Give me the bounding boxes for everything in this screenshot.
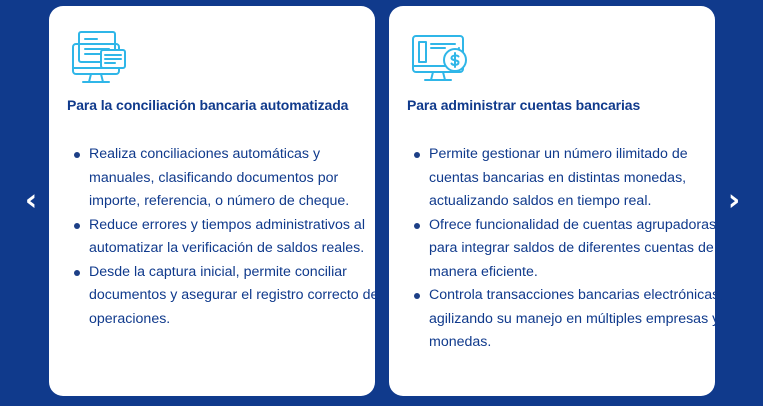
list-item: Realiza conciliaciones automáticas y manuales, clasificando documentos por importe, referencia, o número de cheque. [89, 143, 389, 214]
card-title: Para la conciliación bancaria automatizada [67, 97, 349, 113]
carousel-next-button[interactable] [719, 178, 749, 222]
card-title: Para administrar cuentas bancarias [407, 97, 641, 113]
carousel-prev-button[interactable] [16, 178, 46, 222]
list-item: Reduce errores y tiempos administrativos al automatizar la verificación de saldos reales. [89, 214, 389, 261]
list-item: Controla transacciones bancarias electrónicas, agilizando su manejo en múltiples empresas y monedas. [429, 284, 729, 355]
chevron-left-icon: ‹ [24, 182, 38, 218]
invoice-monitor-icon [71, 30, 131, 86]
feature-card-bank-reconciliation [49, 6, 379, 396]
list-item: Desde la captura inicial, permite conciliar documentos y asegurar el registro correcto de operaciones. [89, 261, 389, 332]
feature-card-bank-accounts [389, 6, 724, 396]
finance-dashboard-icon [411, 30, 471, 86]
feature-list [67, 143, 389, 331]
chevron-right-icon: › [727, 182, 741, 218]
feature-list [407, 143, 729, 355]
list-item: Permite gestionar un número ilimitado de cuentas bancarias en distintas monedas, actualizando saldos en tiempo real. [429, 143, 729, 214]
list-item: Ofrece funcionalidad de cuentas agrupadoras para integrar saldos de diferentes cuentas de manera eficiente. [429, 214, 729, 285]
